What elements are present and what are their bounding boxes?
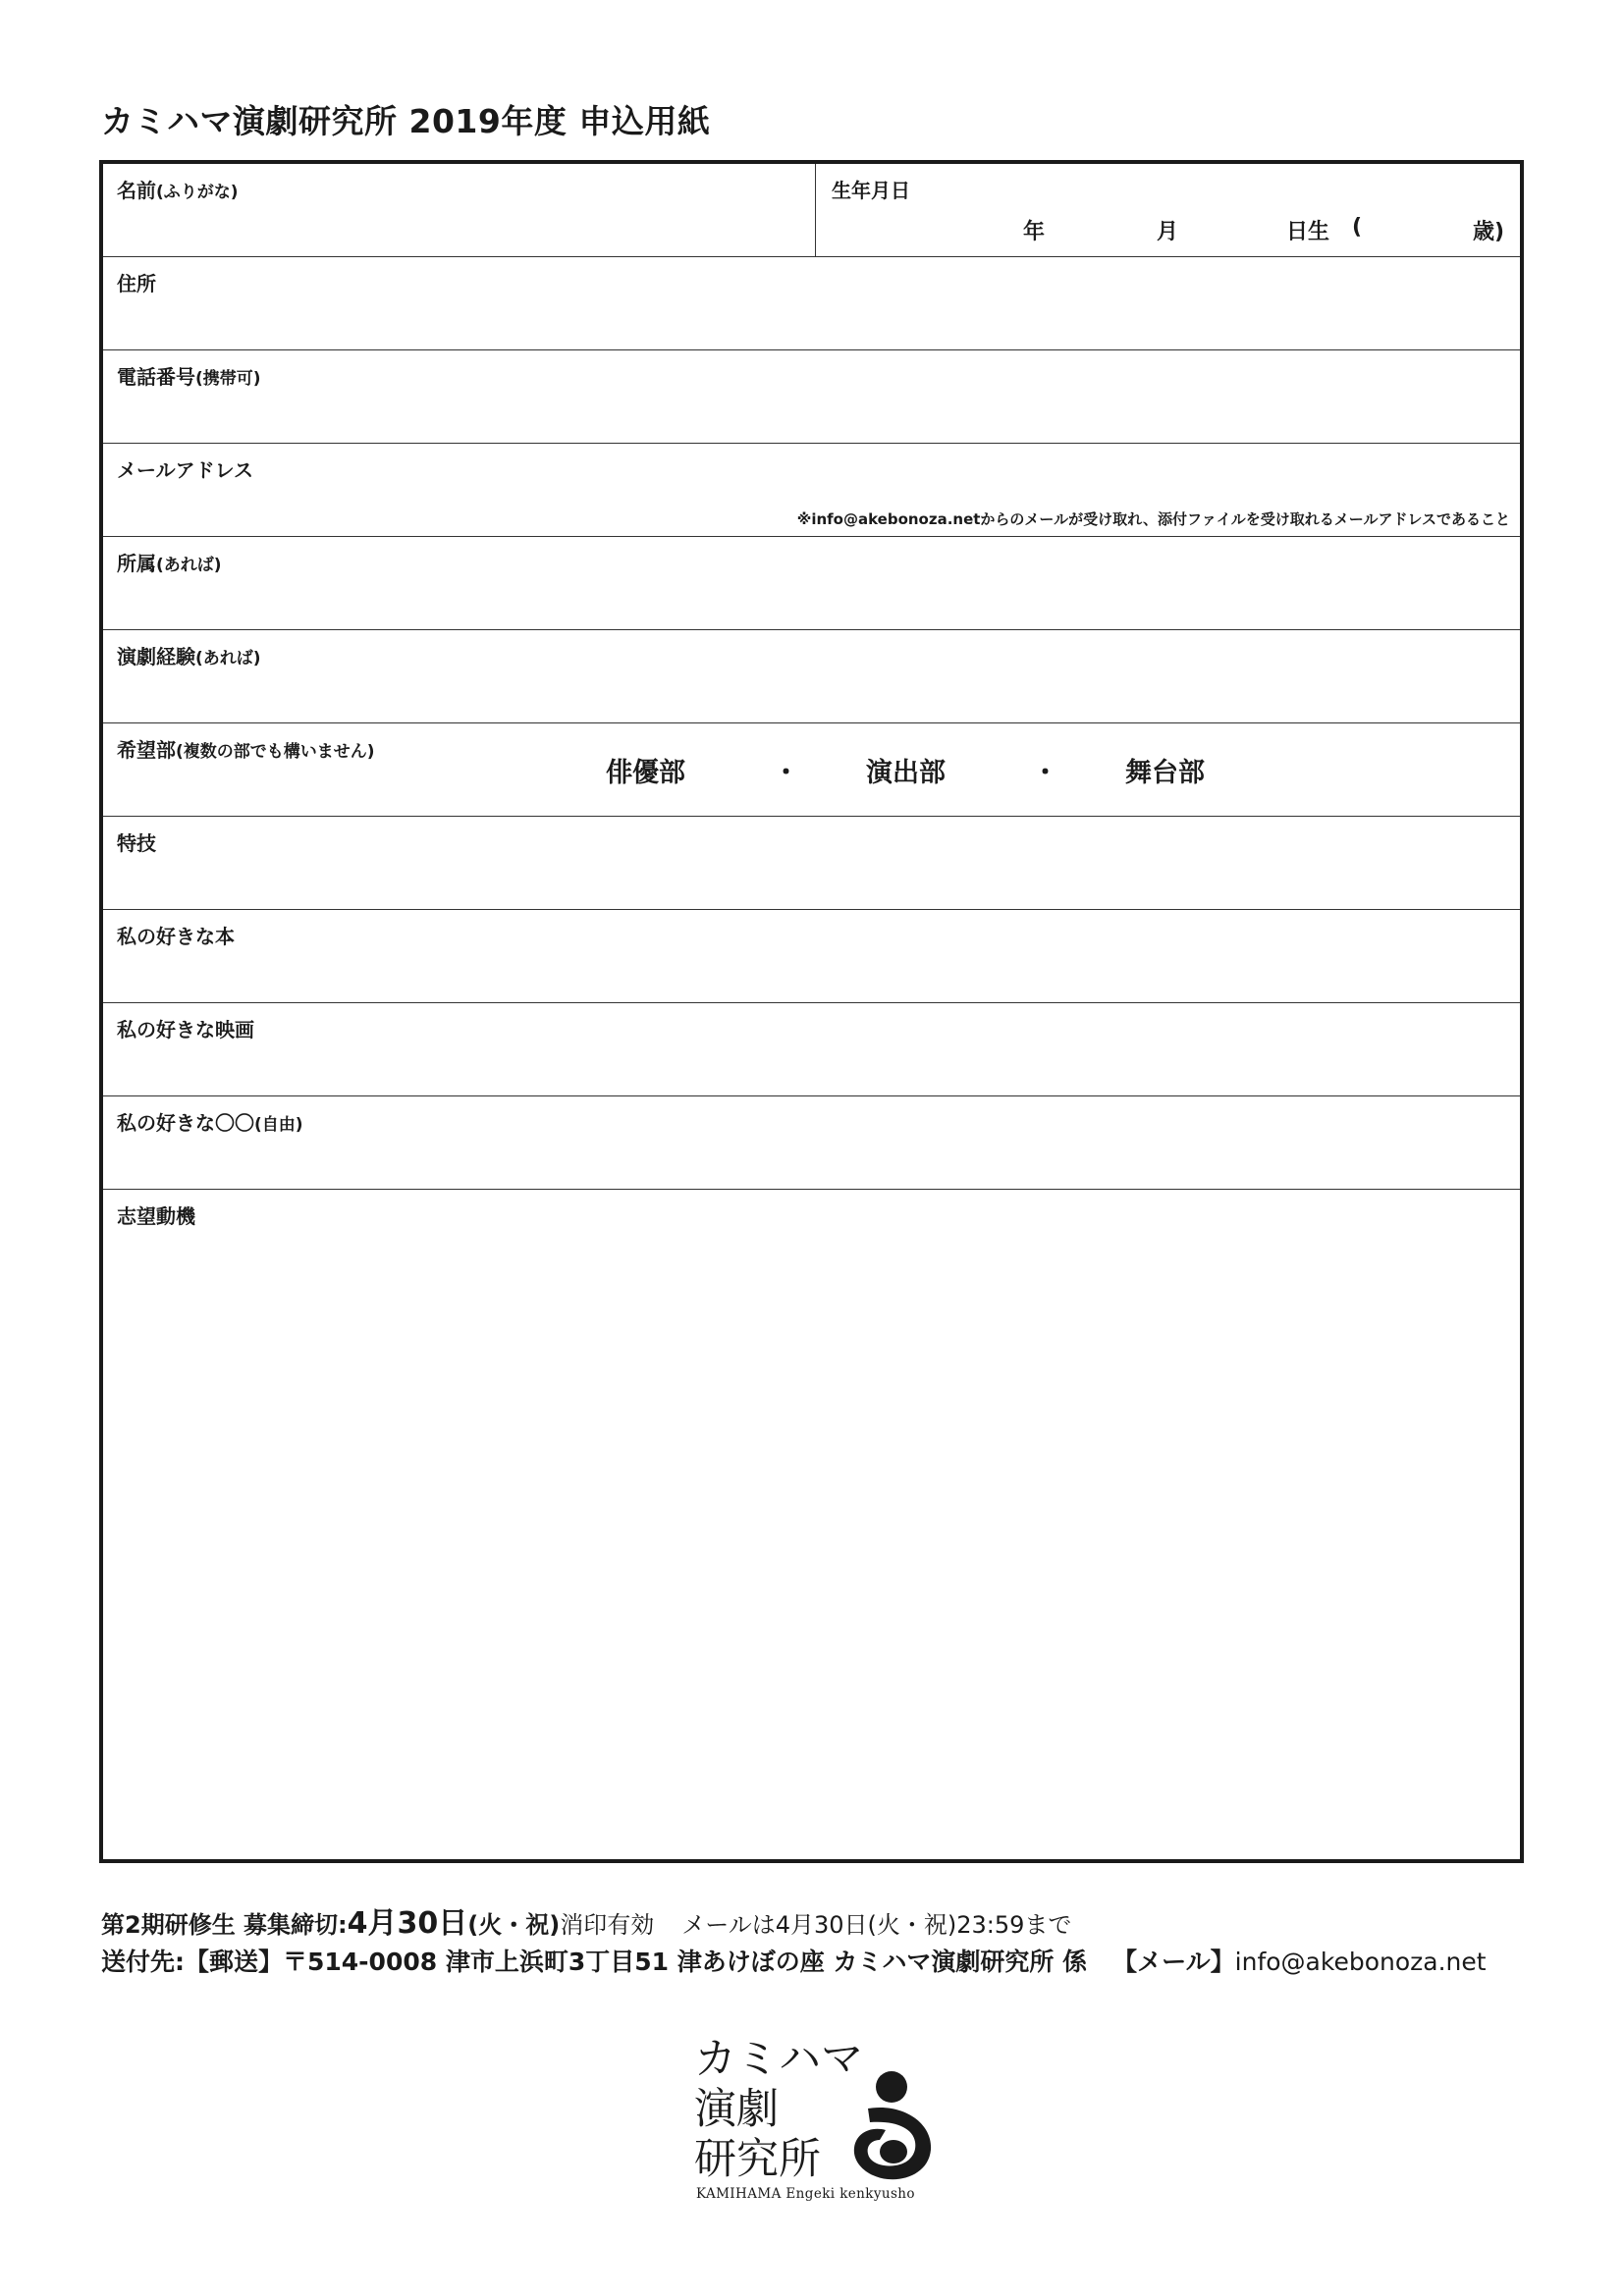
logo-wordmark xyxy=(694,2035,863,2185)
free-label xyxy=(117,1107,303,1136)
free-label-text: 私の好きな〇〇 xyxy=(117,1111,254,1135)
department-label xyxy=(117,734,375,763)
birth-year[interactable]: 年 xyxy=(1023,220,1046,244)
deadline-text: 第2期研修生 募集締切: xyxy=(101,1911,348,1939)
birth-label: 生年月日 xyxy=(832,179,910,202)
birth-month[interactable]: 月 xyxy=(1157,220,1179,244)
deadline-weekday: (火・祝) xyxy=(467,1911,561,1939)
email-label: メールアドレス xyxy=(117,458,253,482)
name-sub: (ふりがな) xyxy=(156,183,239,202)
address-label: 住所 xyxy=(117,272,156,295)
row-favorite-book[interactable] xyxy=(103,910,1520,1003)
row-phone[interactable] xyxy=(103,350,1520,444)
book-label: 私の好きな本 xyxy=(117,925,235,948)
movie-label: 私の好きな映画 xyxy=(117,1018,254,1041)
age-open: ( xyxy=(1352,215,1363,240)
logo-line-2: 演劇 xyxy=(694,2085,779,2134)
email-deadline: メールは4月30日(火・祝)23:59まで xyxy=(681,1911,1072,1939)
experience-sub: (あれば) xyxy=(195,649,261,668)
affiliation-label xyxy=(117,548,222,576)
send-to-info xyxy=(101,1943,1487,1978)
department-option-direction[interactable]: 演出部 xyxy=(866,758,946,788)
age-field[interactable]: 歳) xyxy=(1473,220,1505,244)
contact-email-link[interactable]: info@akebonoza.net xyxy=(1234,1948,1487,1976)
skill-label: 特技 xyxy=(117,831,156,855)
logo-mark-icon xyxy=(844,2069,935,2182)
application-form xyxy=(99,160,1524,1863)
department-option-actor[interactable]: 俳優部 xyxy=(606,758,685,788)
row-address[interactable] xyxy=(103,257,1520,350)
row-favorite-free[interactable] xyxy=(103,1096,1520,1190)
deadline-info xyxy=(101,1898,1071,1942)
separator-dot: ・ xyxy=(773,758,799,788)
row-skill[interactable] xyxy=(103,817,1520,910)
logo-romanized: KAMIHAMA Engeki kenkyusho xyxy=(696,2186,915,2202)
postmark-note: 消印有効 xyxy=(560,1911,655,1939)
name-field[interactable] xyxy=(117,175,239,203)
affiliation-label-text: 所属 xyxy=(117,552,156,575)
row-motivation[interactable] xyxy=(103,1190,1520,1859)
name-label: 名前 xyxy=(117,179,156,202)
postal-address: 送付先:【郵送】〒514-0008 津市上浜町3丁目51 津あけぼの座 カミハマ演劇研究所 係 xyxy=(101,1948,1088,1976)
department-option-stage[interactable]: 舞台部 xyxy=(1125,758,1205,788)
email-tag: 【メール】 xyxy=(1112,1948,1235,1976)
deadline-date: 4月30日 xyxy=(347,1906,468,1941)
phone-sub: (携帯可) xyxy=(195,369,261,389)
free-sub: (自由) xyxy=(254,1115,303,1135)
affiliation-sub: (あれば) xyxy=(156,556,222,575)
experience-label xyxy=(117,641,261,669)
experience-label-text: 演劇経験 xyxy=(117,645,195,668)
separator-dot: ・ xyxy=(1032,758,1058,788)
motivation-label: 志望動機 xyxy=(117,1204,195,1228)
page-title: カミハマ演劇研究所 2019年度 申込用紙 xyxy=(101,102,711,140)
row-affiliation[interactable] xyxy=(103,537,1520,630)
column-divider xyxy=(815,164,816,256)
phone-label xyxy=(117,361,261,390)
birth-day[interactable]: 日生 xyxy=(1286,220,1330,244)
row-email[interactable] xyxy=(103,444,1520,537)
row-name-birth xyxy=(103,164,1520,257)
department-label-text: 希望部 xyxy=(117,738,176,762)
row-department xyxy=(103,723,1520,817)
department-sub: (複数の部でも構いません) xyxy=(176,742,375,762)
logo-line-3: 研究所 xyxy=(694,2135,821,2184)
row-experience[interactable] xyxy=(103,630,1520,723)
phone-label-text: 電話番号 xyxy=(117,365,195,389)
row-favorite-movie[interactable] xyxy=(103,1003,1520,1096)
logo-line-1: カミハマ xyxy=(694,2035,863,2084)
email-note: ※info@akebonoza.netからのメールが受け取れ、添付ファイルを受け取れるメールアドレスであること xyxy=(796,510,1510,528)
